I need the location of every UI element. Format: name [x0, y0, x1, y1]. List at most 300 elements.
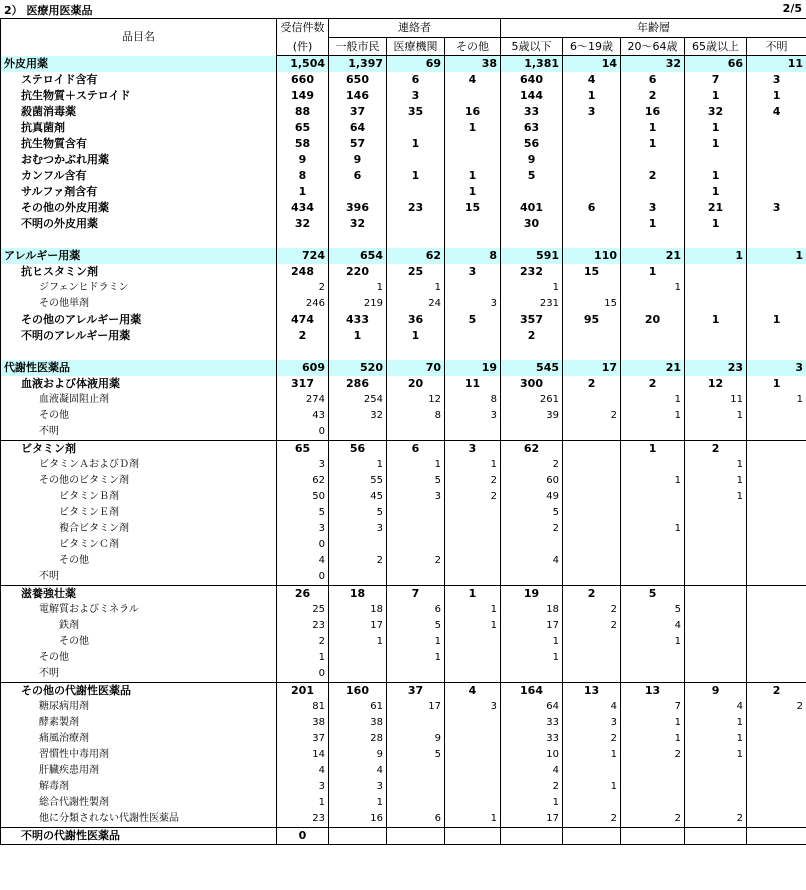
row-value: 2 [621, 747, 685, 763]
row-value: 15 [563, 296, 621, 312]
row-value: 65 [277, 120, 329, 136]
row-value: 520 [329, 360, 387, 376]
row-value [621, 828, 685, 845]
row-value: 45 [329, 489, 387, 505]
table-row [1, 200, 806, 216]
row-value: 50 [277, 489, 329, 505]
row-value: 32 [329, 216, 387, 232]
row-value: 1 [329, 634, 387, 650]
row-value: 2 [621, 811, 685, 828]
row-label: 不明 [1, 666, 277, 683]
row-value [445, 328, 501, 344]
row-value: 24 [387, 296, 445, 312]
row-value: 2 [501, 457, 563, 473]
row-value: 16 [621, 104, 685, 120]
row-label: 血液凝固阻止剤 [1, 392, 277, 408]
row-value: 2 [387, 553, 445, 569]
row-value: 4 [563, 699, 621, 715]
row-value: 4 [747, 104, 806, 120]
row-label: 他に分類されない代謝性医薬品 [1, 811, 277, 828]
row-value: 4 [501, 763, 563, 779]
row-value: 3 [387, 489, 445, 505]
row-value [387, 779, 445, 795]
row-value: 1 [445, 618, 501, 634]
row-value: 654 [329, 248, 387, 264]
row-value: 1 [445, 586, 501, 603]
row-value: 246 [277, 296, 329, 312]
row-value [747, 168, 806, 184]
row-value [747, 489, 806, 505]
row-value: 357 [501, 312, 563, 328]
row-value [747, 537, 806, 553]
table-row [1, 88, 806, 104]
table-row [1, 586, 806, 603]
row-value: 5 [387, 747, 445, 763]
row-value [445, 731, 501, 747]
table-row [1, 56, 806, 73]
row-value: 4 [445, 683, 501, 700]
row-value: 1 [329, 457, 387, 473]
row-value [563, 489, 621, 505]
row-value [445, 650, 501, 666]
row-label: 電解質およびミネラル [1, 602, 277, 618]
table-row [1, 553, 806, 569]
row-value: 3 [747, 72, 806, 88]
row-value: 6 [387, 72, 445, 88]
row-value [387, 216, 445, 232]
row-label: 複合ビタミン剤 [1, 521, 277, 537]
row-value: 1 [329, 280, 387, 296]
row-value [685, 618, 747, 634]
row-value [685, 344, 747, 360]
contact-col-header: その他 [445, 38, 501, 56]
row-value: 1 [621, 634, 685, 650]
table-row [1, 280, 806, 296]
row-value: 2 [685, 441, 747, 458]
row-value: 5 [445, 312, 501, 328]
row-value: 7 [387, 586, 445, 603]
row-value: 0 [277, 569, 329, 586]
row-value: 17 [329, 618, 387, 634]
row-value [445, 537, 501, 553]
row-value [563, 424, 621, 441]
row-value [685, 232, 747, 248]
row-value: 3 [621, 200, 685, 216]
table-row [1, 618, 806, 634]
row-value: 1 [387, 328, 445, 344]
row-value [445, 136, 501, 152]
row-value: 58 [277, 136, 329, 152]
row-value [445, 763, 501, 779]
age-col-header: 不明 [747, 38, 806, 56]
row-value: 231 [501, 296, 563, 312]
row-value: 9 [387, 731, 445, 747]
row-value: 2 [747, 699, 806, 715]
row-value: 62 [277, 473, 329, 489]
row-value: 21 [621, 248, 685, 264]
row-value: 0 [277, 828, 329, 845]
row-value [621, 553, 685, 569]
row-value [747, 296, 806, 312]
row-label: その他の代謝性医薬品 [1, 683, 277, 700]
row-value [329, 344, 387, 360]
row-value: 5 [501, 505, 563, 521]
row-value: 18 [501, 602, 563, 618]
row-value: 5 [621, 586, 685, 603]
row-value: 1 [747, 392, 806, 408]
row-value: 23 [685, 360, 747, 376]
row-value [387, 763, 445, 779]
received-unit-header: (件) [277, 38, 329, 56]
row-value: 254 [329, 392, 387, 408]
row-value [445, 232, 501, 248]
row-value: 8 [387, 408, 445, 424]
row-value: 9 [277, 152, 329, 168]
table-row [1, 634, 806, 650]
row-value: 1 [621, 280, 685, 296]
table-row [1, 344, 806, 360]
row-value: 1 [501, 280, 563, 296]
row-value: 17 [563, 360, 621, 376]
row-value [387, 828, 445, 845]
row-label: その他のビタミン剤 [1, 473, 277, 489]
age-col-header: 6～19歳 [563, 38, 621, 56]
row-value: 650 [329, 72, 387, 88]
row-value: 62 [501, 441, 563, 458]
age-col-header: 5歳以下 [501, 38, 563, 56]
row-value: 23 [387, 200, 445, 216]
row-label: 抗ヒスタミン剤 [1, 264, 277, 280]
row-value: 1 [387, 457, 445, 473]
row-label: 糖尿病用剤 [1, 699, 277, 715]
row-value: 9 [501, 152, 563, 168]
row-value [747, 731, 806, 747]
table-row [1, 72, 806, 88]
row-value [563, 280, 621, 296]
row-value [685, 264, 747, 280]
table-row [1, 120, 806, 136]
row-value: 1 [747, 376, 806, 392]
table-row [1, 136, 806, 152]
row-value [563, 392, 621, 408]
row-value [685, 586, 747, 603]
row-value [685, 521, 747, 537]
row-value [445, 280, 501, 296]
row-value [563, 441, 621, 458]
row-value: 49 [501, 489, 563, 505]
row-value: 1 [445, 168, 501, 184]
row-value [747, 586, 806, 603]
row-value: 3 [563, 104, 621, 120]
row-value: 3 [445, 296, 501, 312]
row-value: 11 [747, 56, 806, 73]
table-row [1, 184, 806, 200]
row-value [747, 650, 806, 666]
row-value [747, 184, 806, 200]
row-value [621, 779, 685, 795]
row-value [685, 505, 747, 521]
row-value [747, 634, 806, 650]
row-label: 代謝性医薬品 [1, 360, 277, 376]
row-label: 抗真菌剤 [1, 120, 277, 136]
row-value [563, 136, 621, 152]
row-value: 4 [685, 699, 747, 715]
row-value: 25 [387, 264, 445, 280]
table-row [1, 312, 806, 328]
row-value: 13 [563, 683, 621, 700]
row-value [685, 569, 747, 586]
item-name-header: 品目名 [1, 19, 277, 56]
row-value: 146 [329, 88, 387, 104]
row-value [621, 505, 685, 521]
row-value: 1 [621, 715, 685, 731]
row-label: カンフル含有 [1, 168, 277, 184]
row-value: 1 [685, 88, 747, 104]
row-value [685, 296, 747, 312]
row-value [445, 505, 501, 521]
row-label: 酵素製剤 [1, 715, 277, 731]
row-value [501, 537, 563, 553]
row-value: 1 [747, 248, 806, 264]
row-value [747, 505, 806, 521]
table-row [1, 811, 806, 828]
row-value [685, 763, 747, 779]
row-value [747, 264, 806, 280]
row-value: 10 [501, 747, 563, 763]
row-value: 5 [387, 473, 445, 489]
row-value [685, 795, 747, 811]
row-value [747, 216, 806, 232]
row-value: 401 [501, 200, 563, 216]
row-value: 23 [277, 618, 329, 634]
row-value: 7 [621, 699, 685, 715]
row-value: 1 [685, 216, 747, 232]
row-value: 6 [563, 200, 621, 216]
table-row [1, 795, 806, 811]
row-value: 110 [563, 248, 621, 264]
received-count-header: 受信件数 [277, 19, 329, 38]
row-value: 1 [685, 168, 747, 184]
row-label: ビタミンＥ剤 [1, 505, 277, 521]
row-value [329, 666, 387, 683]
row-value [747, 120, 806, 136]
row-label: 外皮用薬 [1, 56, 277, 73]
row-value: 1 [621, 473, 685, 489]
row-value: 69 [387, 56, 445, 73]
table-row [1, 779, 806, 795]
row-label: 鉄剤 [1, 618, 277, 634]
row-label: 殺菌消毒薬 [1, 104, 277, 120]
row-value: 2 [563, 618, 621, 634]
row-value: 30 [501, 216, 563, 232]
row-label: 不明 [1, 424, 277, 441]
row-value: 18 [329, 602, 387, 618]
row-value [747, 747, 806, 763]
row-value [563, 505, 621, 521]
row-value: 56 [501, 136, 563, 152]
row-value: 4 [329, 763, 387, 779]
row-value: 0 [277, 666, 329, 683]
row-value [445, 553, 501, 569]
row-value: 2 [329, 553, 387, 569]
row-value: 33 [501, 715, 563, 731]
row-value: 32 [621, 56, 685, 73]
row-value [445, 216, 501, 232]
row-value: 1 [387, 650, 445, 666]
row-value [501, 569, 563, 586]
row-value [445, 747, 501, 763]
row-label: その他 [1, 634, 277, 650]
row-value: 95 [563, 312, 621, 328]
row-value [563, 328, 621, 344]
table-row [1, 392, 806, 408]
row-value [747, 715, 806, 731]
row-value: 19 [501, 586, 563, 603]
row-value: 1 [621, 731, 685, 747]
row-value: 434 [277, 200, 329, 216]
row-value: 8 [445, 392, 501, 408]
row-value: 433 [329, 312, 387, 328]
row-value: 286 [329, 376, 387, 392]
row-label: 不明 [1, 569, 277, 586]
row-label: 不明の代謝性医薬品 [1, 828, 277, 845]
section-title: 2） 医療用医薬品 [4, 4, 93, 17]
row-value: 144 [501, 88, 563, 104]
row-value [747, 441, 806, 458]
row-value: 1 [277, 795, 329, 811]
row-value [387, 715, 445, 731]
row-value: 64 [329, 120, 387, 136]
row-value [563, 666, 621, 683]
row-value: 220 [329, 264, 387, 280]
row-value [747, 344, 806, 360]
row-value [387, 232, 445, 248]
table-row [1, 683, 806, 700]
row-label: 滋養強壮薬 [1, 586, 277, 603]
row-value: 2 [277, 280, 329, 296]
row-value: 2 [563, 586, 621, 603]
row-value: 37 [387, 683, 445, 700]
row-value: 1 [501, 650, 563, 666]
row-value [387, 569, 445, 586]
row-value: 1 [445, 811, 501, 828]
row-value: 19 [445, 360, 501, 376]
row-value [563, 168, 621, 184]
row-label: 解毒剤 [1, 779, 277, 795]
row-value [747, 795, 806, 811]
poison-inquiry-table [0, 18, 806, 845]
row-value: 32 [329, 408, 387, 424]
row-value [445, 152, 501, 168]
row-value: 1 [685, 747, 747, 763]
row-value [685, 424, 747, 441]
row-value: 56 [329, 441, 387, 458]
row-value: 4 [445, 72, 501, 88]
row-value: 33 [501, 731, 563, 747]
row-value: 2 [563, 731, 621, 747]
row-value [445, 779, 501, 795]
row-value [563, 232, 621, 248]
row-value: 2 [501, 328, 563, 344]
row-value: 474 [277, 312, 329, 328]
row-value: 63 [501, 120, 563, 136]
age-group-header: 年齢層 [501, 19, 806, 38]
row-value: 6 [387, 441, 445, 458]
table-row [1, 699, 806, 715]
row-value [445, 715, 501, 731]
row-value [621, 184, 685, 200]
age-col-header: 20～64歳 [621, 38, 685, 56]
row-value: 43 [277, 408, 329, 424]
row-value: 26 [277, 586, 329, 603]
row-value: 18 [329, 586, 387, 603]
row-value [685, 602, 747, 618]
row-value [387, 666, 445, 683]
row-value: 2 [563, 602, 621, 618]
row-value [563, 216, 621, 232]
row-value: 1 [747, 312, 806, 328]
row-label: アレルギー用薬 [1, 248, 277, 264]
row-value: 6 [387, 602, 445, 618]
table-row [1, 569, 806, 586]
row-value: 8 [277, 168, 329, 184]
table-row [1, 264, 806, 280]
row-value: 15 [563, 264, 621, 280]
row-value: 60 [501, 473, 563, 489]
row-value [387, 344, 445, 360]
row-value: 37 [329, 104, 387, 120]
table-row [1, 489, 806, 505]
row-value [563, 120, 621, 136]
row-value [685, 779, 747, 795]
table-row [1, 168, 806, 184]
row-value: 1,381 [501, 56, 563, 73]
row-value: 300 [501, 376, 563, 392]
row-value [501, 666, 563, 683]
row-value: 14 [563, 56, 621, 73]
row-value [685, 828, 747, 845]
row-value: 1 [445, 184, 501, 200]
row-label: 痛風治療剤 [1, 731, 277, 747]
row-value: 1,397 [329, 56, 387, 73]
row-value: 149 [277, 88, 329, 104]
row-value: 1 [621, 392, 685, 408]
row-value [387, 795, 445, 811]
row-value: 25 [277, 602, 329, 618]
row-value [501, 424, 563, 441]
row-value: 33 [501, 104, 563, 120]
contact-group-header: 連絡者 [329, 19, 501, 38]
row-value [621, 666, 685, 683]
row-value [563, 473, 621, 489]
row-value: 317 [277, 376, 329, 392]
row-value: 3 [387, 88, 445, 104]
row-value [747, 424, 806, 441]
row-value: 4 [621, 618, 685, 634]
row-label: その他 [1, 553, 277, 569]
row-value: 2 [563, 408, 621, 424]
row-value: 1 [621, 264, 685, 280]
row-label: 血液および体液用薬 [1, 376, 277, 392]
row-value [747, 521, 806, 537]
row-value [747, 779, 806, 795]
row-value [387, 505, 445, 521]
row-value: 81 [277, 699, 329, 715]
row-value [621, 232, 685, 248]
row-value [445, 424, 501, 441]
row-value: 2 [445, 489, 501, 505]
row-value: 3 [277, 779, 329, 795]
